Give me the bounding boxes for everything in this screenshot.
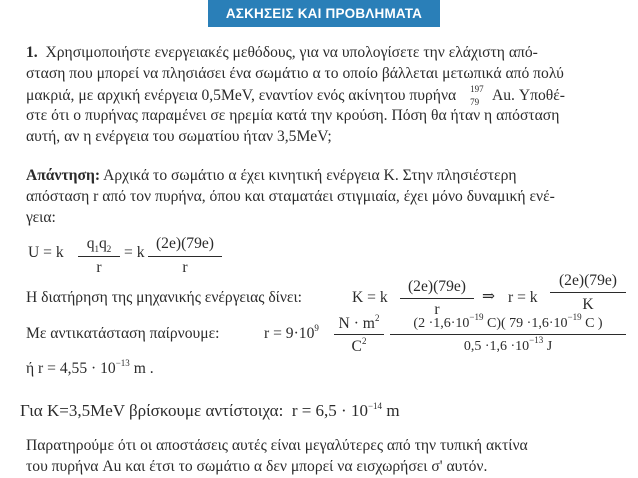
implies-arrow-icon: ⇒ xyxy=(482,288,496,305)
substitution-r: $r = 9\cdot 10^9$ xyxy=(264,323,319,342)
eq1-denominator-2: r xyxy=(182,259,188,276)
substitution-text: Με αντικατάσταση παίρνουμε: xyxy=(26,325,220,342)
eq1-fraction-bar-2 xyxy=(148,256,222,257)
eq1-equals: = k xyxy=(124,244,145,261)
conclusion-line-1: Παρατηρούμε ότι οι αποστάσεις αυτές είναι μεγαλύτερες από την τυπική ακτίνα xyxy=(26,437,528,454)
big-denominator: $0,5 \cdot 1,6 \cdot 10^{-13}$ J xyxy=(463,335,553,354)
conservation-lhs: K = k xyxy=(352,289,388,306)
conservation-rhs: r = k xyxy=(508,289,538,306)
unit-fraction-bar xyxy=(334,334,384,335)
conservation-numerator: (2e)(79e) xyxy=(407,278,466,295)
big-numerator: ($2 \cdot 1,6\cdot 10^{-19}$ C)( $79 \cdot 1,6\cdot 10^{-19}$ C ) xyxy=(413,312,603,331)
slide-title-banner xyxy=(208,0,440,27)
answer-line-1 xyxy=(26,167,517,185)
nucleus-notation xyxy=(470,84,484,107)
unit-numerator: $N \cdot m^2$ xyxy=(338,313,380,332)
conservation-fraction-bar xyxy=(400,298,474,299)
nucleus-atomic: 79 xyxy=(470,97,480,107)
problem-number: 1. xyxy=(26,44,38,61)
conservation-numerator-2: (2e)(79e) xyxy=(558,272,617,289)
conservation-denominator-2: K xyxy=(582,296,594,313)
nucleus-symbol: Au xyxy=(491,87,512,104)
result-first: ή $r = 4,55 \cdot 10^{-13}$ m . xyxy=(26,358,154,377)
answer-label: Απάντηση: xyxy=(26,167,101,184)
problem-line-3 xyxy=(26,86,565,105)
problem-text-3-tail: . Υποθέ- xyxy=(511,87,565,104)
answer-line-2: απόσταση r από τον πυρήνα, όπου και σταματάει στιγμιαία, έχει μόνο δυναμική ενέ- xyxy=(26,188,555,205)
conclusion-line-2: του πυρήνα Au και έτσι το σωμάτιο α δεν μπορεί να εισχωρήσει σ' αυτόν. xyxy=(26,458,488,475)
nucleus-mass: 197 xyxy=(470,84,484,94)
conservation-denominator: r xyxy=(434,301,440,318)
eq1-denominator: r xyxy=(96,259,102,276)
problem-line-2: σταση που μπορεί να πλησιάσει ένα σωμάτιο α το οποίο βάλλεται μετωπικά από πολύ xyxy=(26,65,564,82)
problem-line-4: στε ότι ο πυρήνας παραμένει σε ηρεμία κατά την κρούση. Πόση θα ήταν η απόσταση xyxy=(26,107,560,124)
answer-text-1: Αρχικά το σωμάτιο α έχει κινητική ενέργεια Κ. Στην πλησιέστερη xyxy=(103,167,517,184)
eq1-numerator-2: (2e)(79e) xyxy=(155,235,214,252)
problem-text-1: Χρησιμοποιήστε ενεργειακές μεθόδους, για να υπολογίσετε την ελάχιστη από- xyxy=(45,44,538,61)
slide-title: ΑΣΚΗΣΕΙΣ ΚΑΙ ΠΡΟΒΛΗΜΑΤΑ xyxy=(225,6,423,21)
eq1-fraction-bar xyxy=(78,256,120,257)
eq1-numerator: $q_1q_2$ xyxy=(86,235,112,254)
answer-line-3: γεια: xyxy=(26,209,56,226)
result-second: Για K=3,5MeV βρίσκουμε αντίστοιχα: $r = 6,5 \cdot 10^{-14}$ m xyxy=(20,401,400,420)
eq1-lhs: U = k xyxy=(28,244,64,261)
big-fraction-bar xyxy=(390,334,626,335)
problem-line-5: αυτή, αν η ενέργεια του σωματίου ήταν 3,5MeV; xyxy=(26,128,332,145)
problem-line-1 xyxy=(26,44,538,62)
unit-denominator: $C^2$ xyxy=(351,336,367,355)
problem-text-3: μακριά, με αρχική ενέργεια 0,5MeV, εναντίον ενός ακίνητου πυρήνα xyxy=(26,87,457,104)
conservation-text: Η διατήρηση της μηχανικής ενέργειας δίνει: xyxy=(26,289,302,306)
conservation-fraction-bar-2 xyxy=(550,292,626,293)
